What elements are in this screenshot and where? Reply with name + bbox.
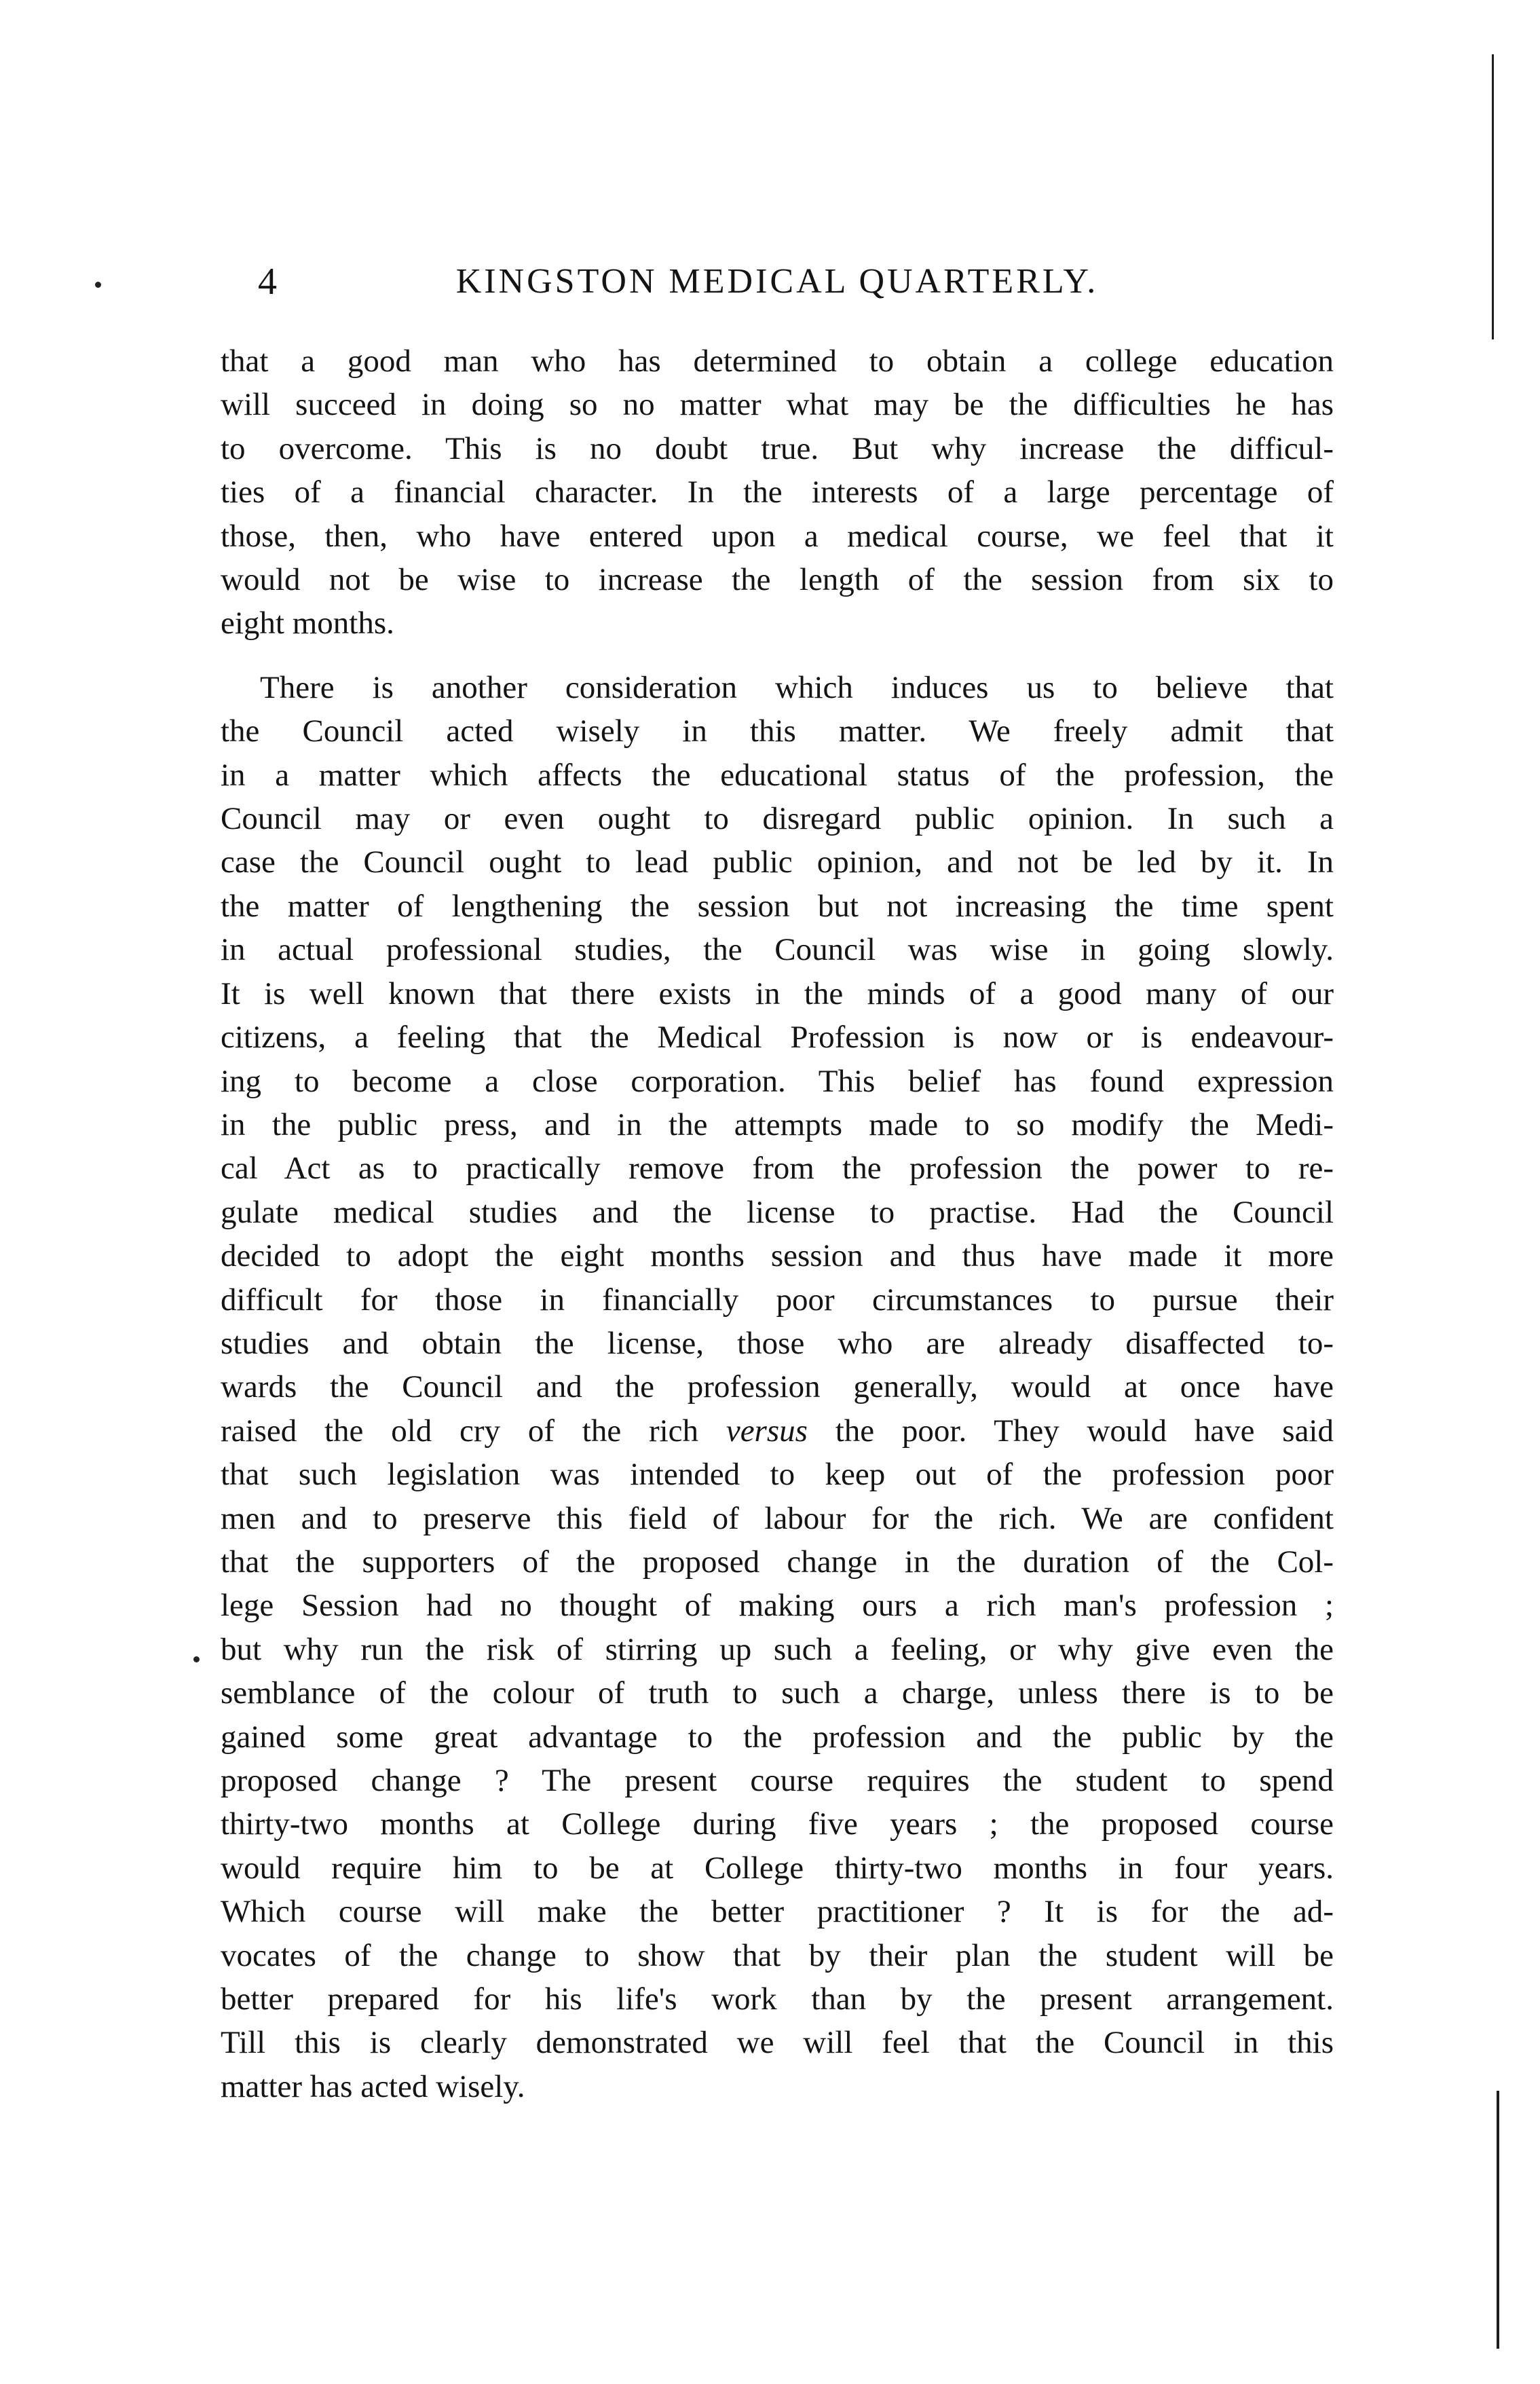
text-line: eight months. [221,606,394,641]
text-line: thirty-two months at College during five years ; the proposed course [221,1806,1334,1842]
scan-edge-line-bottom [1497,2091,1499,2349]
text-line: ing to become a close corporation. This belief has found expression [221,1063,1334,1099]
text-line: gained some great advantage to the profession and the public by the [221,1719,1334,1755]
article-body [221,339,1334,2129]
page-number: 4 [258,261,277,303]
text-line: raised the old cry of the rich versus the poor. They would have said [221,1413,1334,1449]
text-line: the Council acted wisely in this matter. We freely admit that [221,713,1334,749]
text-line: would require him to be at College thirty-two months in four years. [221,1850,1334,1886]
text-line: but why run the risk of stirring up such a feeling, or why give even the [221,1631,1334,1667]
text-line: It is well known that there exists in the minds of a good many of our [221,975,1334,1011]
text-line: There is another consideration which induces us to believe that [260,669,1334,705]
text-line: Council may or even ought to disregard public opinion. In such a [221,801,1334,837]
text-line: those, then, who have entered upon a medical course, we feel that it [221,518,1334,554]
text-line: semblance of the colour of truth to such a charge, unless there is to be [221,1675,1334,1711]
text-line: lege Session had no thought of making ours a rich man's profession ; [221,1588,1334,1624]
text-line: difficult for those in financially poor circumstances to pursue their [221,1282,1334,1318]
text-line: that such legislation was intended to keep out of the profession poor [221,1457,1334,1493]
italic-word: versus [726,1413,808,1449]
text-line: that a good man who has determined to obtain a college education [221,343,1334,379]
text-line: would not be wise to increase the length of the session from six to [221,562,1334,598]
text-line: ties of a financial character. In the interests of a large percentage of [221,474,1334,510]
text-line: in the public press, and in the attempts made to so modify the Medi- [221,1106,1334,1142]
text-line: decided to adopt the eight months session and thus have made it more [221,1238,1334,1274]
text-line: that the supporters of the proposed change in the duration of the Col- [221,1544,1334,1580]
scan-edge-line-top [1492,54,1494,339]
paragraph-1 [221,339,1334,646]
text-line: better prepared for his life's work than by the present arrangement. [221,1981,1334,2017]
text-line: vocates of the change to show that by their plan the student will be [221,1937,1334,1973]
text-line: cal Act as to practically remove from the profession the power to re- [221,1151,1334,1187]
paragraph-2 [221,666,1334,2108]
running-title: KINGSTON MEDICAL QUARTERLY. [455,262,1099,301]
text-line: studies and obtain the license, those who are already disaffected to- [221,1325,1334,1361]
text-line: Till this is clearly demonstrated we will feel that the Council in this [221,2025,1334,2061]
text-line: will succeed in doing so no matter what may be the difficulties he has [221,387,1334,423]
text-line: men and to preserve this field of labour for the rich. We are confident [221,1500,1334,1536]
text-line: Which course will make the better practitioner ? It is for the ad- [221,1894,1334,1930]
margin-dot [193,1656,200,1662]
text-line: wards the Council and the profession generally, would at once have [221,1369,1334,1405]
margin-dot [95,282,101,288]
text-line: gulate medical studies and the license to practise. Had the Council [221,1194,1334,1230]
text-line: matter has acted wisely. [221,2068,525,2104]
text-line: citizens, a feeling that the Medical Profession is now or is endeavour- [221,1020,1334,1056]
text-line: proposed change ? The present course requires the student to spend [221,1763,1334,1798]
text-line: case the Council ought to lead public opinion, and not be led by it. In [221,844,1334,880]
page-header [217,258,1337,305]
text-line: the matter of lengthening the session but not increasing the time spent [221,888,1334,924]
text-line: to overcome. This is no doubt true. But why increase the difficul- [221,430,1334,466]
text-line: in actual professional studies, the Council was wise in going slowly. [221,932,1334,968]
text-line: in a matter which affects the educational status of the profession, the [221,757,1334,793]
